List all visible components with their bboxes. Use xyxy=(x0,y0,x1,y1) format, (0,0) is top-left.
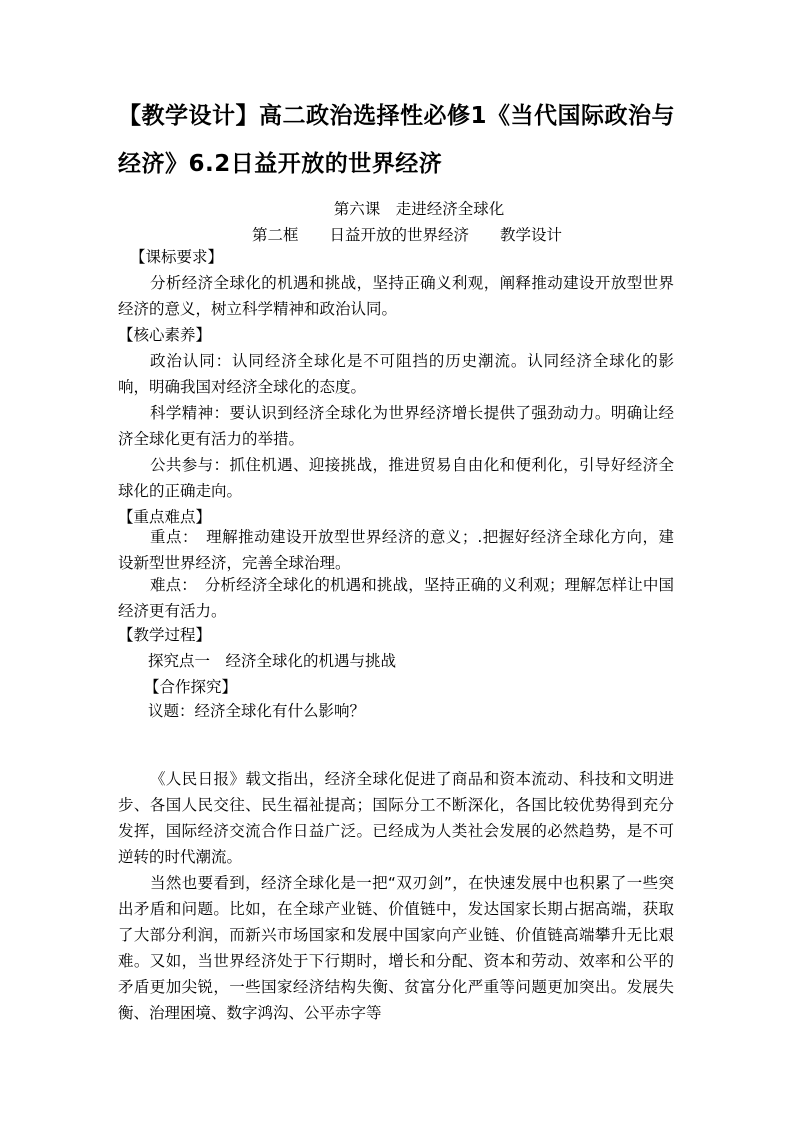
key-point-text: 重点： 理解推动建设开放型世界经济的意义；.把握好经济全球化方向，建设新型世界经济，完善全球治理。 xyxy=(118,528,674,572)
section-cooperate: 【合作探究】 xyxy=(144,678,238,696)
lesson-heading: 第六课 走进经济全球化 xyxy=(333,200,505,218)
paragraph-1: 《人民日报》载文指出，经济全球化促进了商品和资本流动、科技和文明进步、各国人民交往、民生福祉提高；国际分工不断深化，各国比较优势得到充分发挥，国际经济交流合作日益广泛。已经成为人类社会发展的必然趋势，是不可逆转的时代潮流。 xyxy=(118,770,674,866)
frame-heading: 第二框 日益开放的世界经济 教学设计 xyxy=(251,226,562,244)
topic-question: 议题：经济全球化有什么影响？ xyxy=(148,702,366,720)
requirements-text: 分析经济全球化的机遇和挑战，坚持正确义利观，阐释推动建设开放型世界经济的意义，树立科学精神和政治认同。 xyxy=(118,274,674,318)
literacy-public: 公共参与：抓住机遇、迎接挑战，推进贸易自由化和便利化，引导好经济全球化的正确走向。 xyxy=(118,456,674,500)
explore-point-1: 探究点一 经济全球化的机遇与挑战 xyxy=(148,652,397,670)
literacy-political: 政治认同：认同经济全球化是不可阻挡的历史潮流。认同经济全球化的影响，明确我国对经济全球化的态度。 xyxy=(118,352,674,396)
section-key-points: 【重点难点】 xyxy=(118,508,212,526)
literacy-science: 科学精神：要认识到经济全球化为世界经济增长提供了强劲动力。明确让经济全球化更有活力的举措。 xyxy=(118,404,674,448)
difficult-point-text: 难点： 分析经济全球化的机遇和挑战，坚持正确的义利观；理解怎样让中国经济更有活力。 xyxy=(118,576,674,620)
paragraph-2: 当然也要看到，经济全球化是一把“双刃剑”，在快速发展中也积累了一些突出矛盾和问题。比如，在全球产业链、价值链中，发达国家长期占据高端，获取了大部分利润，而新兴市场国家和发展中国家向产业链、价值链高端攀升无比艰难。又如，当世界经济处于下行期时，增长和分配、资本和劳动、效率和公平的矛盾更加尖锐，一些国家经济结构失衡、贫富分化严重等问题更加突出。发展失衡、治理困境、数字鸿沟、公平赤字等 xyxy=(118,874,674,1022)
section-literacy: 【核心素养】 xyxy=(118,326,212,344)
section-process: 【教学过程】 xyxy=(118,626,212,644)
section-requirements: 【课标要求】 xyxy=(130,248,224,266)
document-title: 【教学设计】高二政治选择性必修1《当代国际政治与经济》6.2日益开放的世界经济 xyxy=(118,103,676,177)
